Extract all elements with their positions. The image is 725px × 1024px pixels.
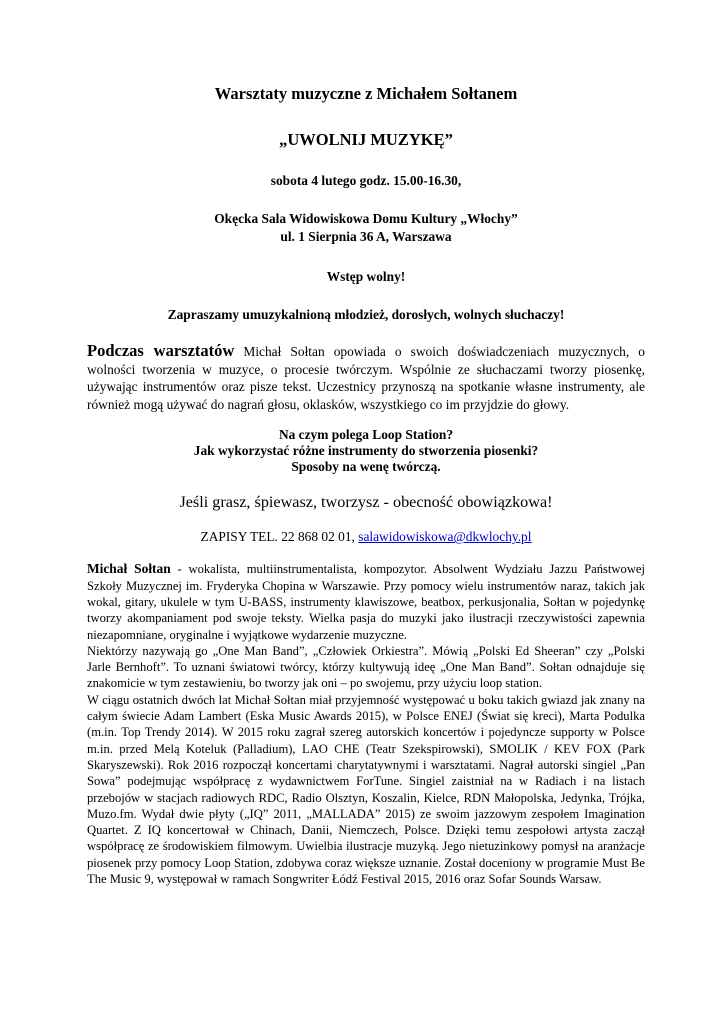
contact-email-link[interactable]: salawidowiskowa@dkwlochy.pl xyxy=(358,529,532,545)
intro-lead: Podczas warsztatów xyxy=(87,341,235,360)
contact-phone: ZAPISY TEL. 22 868 02 01, xyxy=(200,529,359,545)
intro-text: Michał Sołtan opowiada o swoich doświadczeniach muzycznych, o wolności tworzenia w muzyce, o procesie twórczym. Wspólnie ze słuchaczami tworzy piosenkę, używając instrumentów oraz pisze tekst. Uczestnicy przynoszą na spotkanie własne instrumenty, ale również mogą używać do nagrań głosu, oklasków, wszystkiego co im przyjdzie do głowy. xyxy=(87,344,645,412)
intro-paragraph xyxy=(87,342,645,413)
event-date: sobota 4 lutego godz. 15.00-16.30, xyxy=(270,173,462,188)
question-1: Na czym polega Loop Station? xyxy=(278,427,454,443)
question-3: Sposoby na wenę twórczą. xyxy=(291,459,441,475)
biography xyxy=(87,561,645,887)
questions-block xyxy=(87,427,645,475)
artist-name: Michał Sołtan xyxy=(87,561,171,577)
contact-line xyxy=(87,529,645,545)
question-2: Jak wykorzystać różne instrumenty do stworzenia piosenki? xyxy=(193,443,539,459)
bio-paragraph-2: Niektórzy nazywają go „One Man Band”, „Człowiek Orkiestra”. Mówią „Polski Ed Sheeran” czy „Polski Jarle Bernhoft”. To uznani światowi twórcy, którzy kultywują ideę „One Man Band”. Sołtan odnajduje się znakomicie w tym zestawieniu, bo tworzy jak oni – po swojemu, przy użyciu loop station. xyxy=(87,643,645,691)
workshop-name: „UWOLNIJ MUZYKĘ” xyxy=(279,130,453,149)
free-entry: Wstęp wolny! xyxy=(326,269,406,284)
slogan: Jeśli grasz, śpiewasz, tworzysz - obecność obowiązkowa! xyxy=(179,493,553,512)
invitation: Zapraszamy umuzykalnioną młodzież, dorosłych, wolnych słuchaczy! xyxy=(167,307,565,322)
bio-text-1: - wokalista, multiinstrumentalista, kompozytor. Absolwent Wydziału Jazzu Państwowej Szkoły Muzycznej im. Fryderyka Chopina w Warszawie. Przy pomocy wielu instrumentów naraz, takich jak wokal, gitary, ukulele w tym U-BASS, instrumenty klawiszowe, beatbox, perkusjonalia, Sołtan w pojedynkę tworzy akompaniament pod swoje teksty. Wielka pasja do muzyki jako ilustracji rzeczywistości zapewnia niezapomniane, oryginalne i wyjątkowe wydarzenie muzyczne. xyxy=(87,562,645,642)
bio-paragraph-1 xyxy=(87,561,645,642)
venue-name: Okęcka Sala Widowiskowa Domu Kultury „Włochy” xyxy=(214,211,518,226)
bio-paragraph-3: W ciągu ostatnich dwóch lat Michał Sołtan miał przyjemność występować u boku takich gwiazd jak znany na całym świecie Adam Lambert (Eska Music Awards 2015), w Polsce ENEJ (Świat się kreci), Marta Podulka (m.in. Top Trendy 2014). W 2015 roku zagrał szereg autorskich koncertów i pojedyncze supporty w Polsce m.in. przed Melą Koteluk (Palladium), LAO CHE (Teatr Szekspirowski), SMOLIK / KEV FOX (Park Skaryszewski). Rok 2016 rozpoczął koncertami charytatywnymi i warsztatami. Nagrał autorski singiel „Pan Sowa” podejmując współpracę z wydawnictwem ForTune. Singiel zaistniał na w Radiach i na listach przebojów w stacjach radiowych RDC, Radio Olsztyn, Koszalin, Kielce, RDN Małopolska, Jedynka, Trójka, Muzo.fm. Wydał dwie płyty („IQ” 2011, „MALLADA” 2015) ze swoim jazzowym zespołem Imagination Quartet. Z IQ koncertował w Chinach, Danii, Niemczech, Polsce. Dzięki temu zespołowi artysta zaczął współpracę ze środowiskiem filmowym. Uwielbia ilustracje muzyką. Jego nietuzinkowy pomysł na aranżacje piosenek przy pomocy Loop Station, zdobywa coraz większe uznanie. Został doceniony w programie Must Be The Music 9, występował w ramach Songwriter Łódź Festival 2015, 2016 oraz Sofar Sounds Warsaw. xyxy=(87,692,645,887)
page-title: Warsztaty muzyczne z Michałem Sołtanem xyxy=(214,84,518,103)
venue-address: ul. 1 Sierpnia 36 A, Warszawa xyxy=(280,229,452,244)
